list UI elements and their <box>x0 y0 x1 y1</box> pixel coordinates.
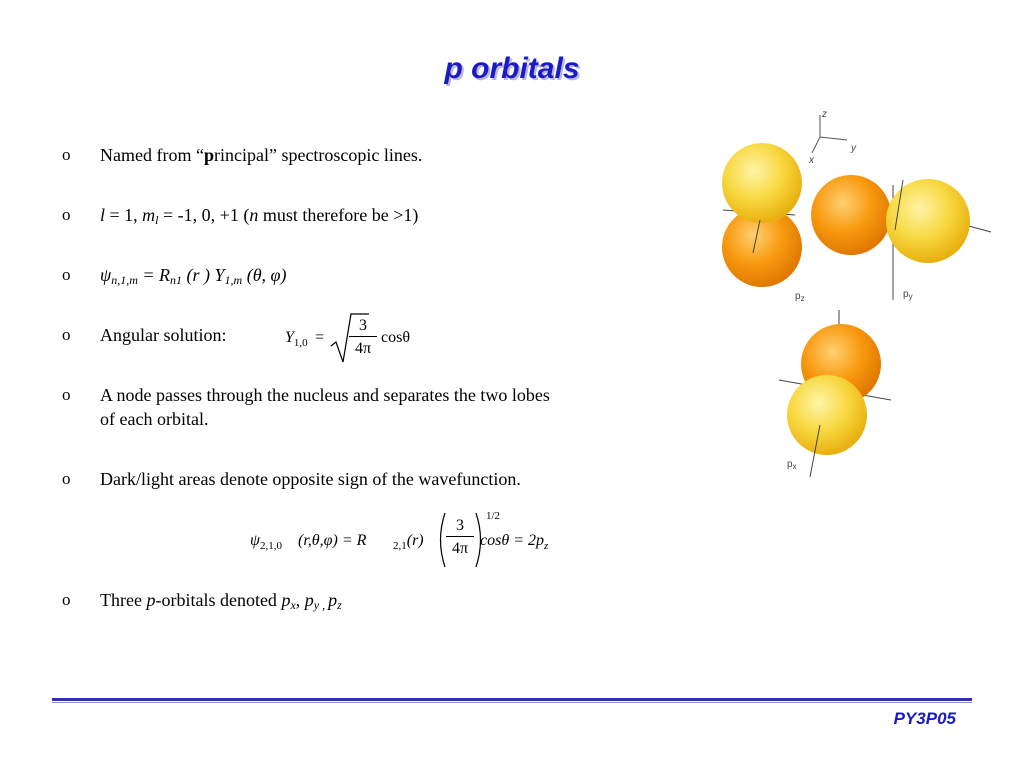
b3-psi: ψ <box>100 265 112 285</box>
b7-pys: y , <box>313 598 329 612</box>
b2-l: l <box>100 205 106 225</box>
px-label: $p_x$ <box>787 459 797 471</box>
pz-label: $p_z$ <box>795 291 805 303</box>
eqf-den: 4π <box>451 540 469 557</box>
b2-eq1: = 1, <box>105 205 143 225</box>
course-code: PY3P05 <box>893 709 956 728</box>
eqf-psisub: 2,1,0 <box>259 540 282 553</box>
bullet-marker: o <box>62 325 71 344</box>
py-orbital <box>811 175 991 300</box>
b2-msub: l <box>155 213 159 227</box>
b7-pxs: x <box>290 598 296 612</box>
py-left-lobe <box>811 175 891 255</box>
axis-label-y: y <box>851 143 856 154</box>
b2-eq2: = -1, 0, +1 ( <box>158 205 250 225</box>
b3-psisub: n,1,m <box>111 273 138 287</box>
b3-ysub: 1,m <box>224 273 243 287</box>
eqa-cos: cosθ <box>381 329 410 346</box>
axes-glyph <box>812 115 847 153</box>
eqf-rarg: (r) <box>406 532 424 549</box>
pz-upper-lobe <box>722 143 802 223</box>
b1-bold: p <box>203 145 214 165</box>
b2-n: n <box>249 205 259 225</box>
eqf-psi: ψ <box>250 532 260 549</box>
b5-line1: A node passes through the nucleus and separates the two lobes <box>100 385 550 405</box>
b7-post: -orbitals denoted <box>155 590 282 610</box>
b7-pz: p <box>328 590 338 610</box>
eqf-num: 3 <box>446 516 474 537</box>
py-right-lobe <box>886 179 970 263</box>
b2-post: must therefore be >1) <box>258 205 419 225</box>
b7-pre: Three <box>100 590 147 610</box>
eqf-rsub: 2,1 <box>393 540 407 553</box>
b1-post: rincipal” spectroscopic lines. <box>213 145 423 165</box>
eqf-args: (r,θ,φ) = R <box>298 532 367 549</box>
b3-rsub: n1 <box>170 273 183 287</box>
equation-full <box>250 510 580 570</box>
py-label: $p_y$ <box>903 289 913 301</box>
bullet-marker: o <box>62 145 71 164</box>
b7-pzs: z <box>337 598 342 612</box>
b7-p: p <box>146 590 156 610</box>
eqa-equals: = <box>315 329 325 346</box>
orbital-figure <box>715 105 1005 485</box>
eqa-den: 4π <box>354 340 372 357</box>
b7-sep1: , <box>295 590 305 610</box>
px-orbital <box>779 310 891 477</box>
axis-label-x: x <box>809 155 814 166</box>
eqf-psub: z <box>543 540 549 553</box>
px-front-lobe <box>787 375 867 455</box>
bullet-marker: o <box>62 205 71 224</box>
footer-rule <box>52 698 972 701</box>
b6-text: Dark/light areas denote opposite sign of the wavefunction. <box>100 469 521 489</box>
b3-post: (θ, φ) <box>242 265 287 285</box>
eqa-num: 3 <box>349 316 377 337</box>
b3-eq: = R <box>137 265 171 285</box>
b4-text: Angular solution: <box>100 325 227 345</box>
b5-line2: of each orbital. <box>100 409 209 429</box>
footer-rule-shadow <box>52 702 972 703</box>
eqf-cos: cosθ = 2p <box>480 532 544 549</box>
left-paren-icon <box>436 512 446 568</box>
bullet-marker: o <box>62 590 71 609</box>
eqa-Y: Y <box>285 329 294 346</box>
bullet-marker: o <box>62 265 71 284</box>
slide-title: p orbitals <box>444 52 580 85</box>
axis-label-z: z <box>822 109 827 120</box>
bullet-marker: o <box>62 385 71 404</box>
b1-pre: Named from “ <box>100 145 204 165</box>
pz-orbital <box>722 143 802 287</box>
eqf-exp: 1/2 <box>486 510 501 522</box>
b7-py: p <box>304 590 314 610</box>
b3-mid: (r ) Y <box>182 265 225 285</box>
bullet-marker: o <box>62 469 71 488</box>
b2-m: m <box>142 205 156 225</box>
b7-px: p <box>281 590 291 610</box>
eqa-sub: 1,0 <box>293 337 308 350</box>
